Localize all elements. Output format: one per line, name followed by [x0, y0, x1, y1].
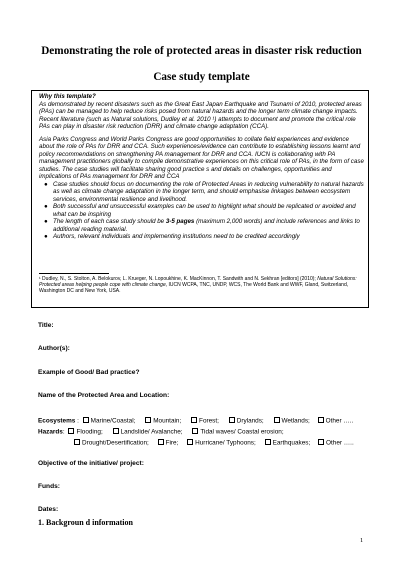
- dates-field-label: Dates:: [38, 506, 59, 513]
- template-info-box: [31, 90, 369, 308]
- authors-field-label: Author(s):: [38, 345, 70, 352]
- hazards-row-1: Hazards: Flooding; Landslide/ Avalanche; Tidal waves/ Coastal erosion;: [38, 428, 284, 436]
- checkbox-landslide-avalanche[interactable]: [113, 428, 119, 434]
- bullet-icon: ●: [44, 233, 48, 240]
- objective-field-label: Objective of the initiative/ project:: [38, 460, 144, 467]
- document-title: Demonstrating the role of protected areas in disaster risk reduction: [41, 45, 362, 57]
- bullet-icon: ●: [44, 218, 48, 225]
- list-item: ● Case studies should focus on documenting the role of Protected Areas in reducing vulnerability to natural hazards as well as climate change adaptation in the longer term, and should emphasise linkages between ecosystem services, environmental resilience and livelihood.: [44, 180, 364, 203]
- info-box-content: [39, 93, 365, 241]
- footnote: ¹ Dudley, N., S. Stolton, A. Belokurov, L. Krueger, N. Lopoukhine, K. MacKinnon, T. Sandwith and N. Sekhran [editors] (2010); Natural Solutions: Protected areas helping people cope with climate change, IUCN WCPA, TNC, UNDP, WCS, The World Bank and WWF, Gland, Switzerland, Washington DC and New York, USA.: [39, 276, 357, 294]
- protected-area-field-label: Name of the Protected Area and Location:: [38, 392, 170, 399]
- info-paragraph-1: As demonstrated by recent disasters such as the Great East Japan Earthquake and Tsunami of 2010, protected areas (PAs) can be managed to help reduce risks posed from natural hazards and the longer term climate change impacts. Recent literature (such as Natural solutions, Dudley et al. 2010 ¹) attempts to document and promote the critical role PAs can play in disaster risk reduction (DRR) and climate change adaptation (CCA).: [39, 100, 362, 130]
- bullet-icon: ●: [44, 203, 48, 210]
- checkbox-earthquakes[interactable]: [265, 439, 271, 445]
- checkbox-hurricane[interactable]: [187, 439, 193, 445]
- list-item: ● Both successful and unsuccessful examples can be used to highlight what should be replicated or avoided and what can be inspiring: [44, 203, 356, 218]
- checkbox-marine-coastal[interactable]: [83, 417, 89, 423]
- checkbox-other-ecosystem[interactable]: [318, 417, 324, 423]
- checkbox-wetlands[interactable]: [274, 417, 280, 423]
- practice-field-label: Example of Good/ Bad practice?: [38, 369, 140, 376]
- document-subtitle: Case study template: [153, 71, 250, 83]
- hazards-label: Hazards: [38, 428, 63, 436]
- checkbox-drought[interactable]: [74, 439, 80, 445]
- list-item: ● The length of each case study should be 3-5 pages (maximum 2,000 words) and include references and links to additional reading material.: [44, 218, 360, 233]
- title-field-label: Title:: [38, 322, 54, 329]
- checkbox-fire[interactable]: [158, 439, 164, 445]
- page-number: 1: [360, 537, 364, 544]
- info-paragraph-2: Asia Parks Congress and World Parks Congress are good opportunities to collate field experiences and evidence about the role of PAs for DRR and CCA. Such experiences/evidence can contribute to establishing lessons learnt and policy recommendations on strengthening PA management for DRR and CCA. IUCN is collaborating with PA management practitioners globally to compile demonstrative experiences on this critical role of PAs, in the form of case studies. The case studies will facilitate sharing good practice s and details on challenges, opportunities and implications of PAs management for DRR and CCA: [39, 135, 364, 180]
- checkbox-drylands[interactable]: [229, 417, 235, 423]
- guidance-list: [39, 181, 365, 241]
- checkbox-mountain[interactable]: [145, 417, 151, 423]
- list-item: ● Authors, relevant individuals and implementing institutions need to be credited accordingly: [44, 233, 300, 240]
- hazards-row-2: Drought/Desertification; Fire; Hurricane/ Typhoons; Earthquakes; Other …..: [72, 439, 354, 448]
- section-heading: 1. Backgroun d information: [38, 518, 133, 527]
- checkbox-tidal-waves[interactable]: [192, 428, 198, 434]
- bullet-icon: ●: [44, 180, 48, 188]
- checkbox-other-hazard[interactable]: [318, 439, 324, 445]
- checkbox-flooding[interactable]: [68, 428, 74, 434]
- footnote-divider: [39, 273, 109, 274]
- funds-field-label: Funds:: [38, 483, 60, 490]
- page-limit: 3-5 pages: [165, 218, 195, 225]
- checkbox-forest[interactable]: [191, 417, 197, 423]
- ecosystems-label: Ecosystems: [38, 417, 76, 425]
- ecosystems-row: Ecosystems : Marine/Coastal; Mountain; Forest; Drylands; Wetlands; Other …..: [38, 417, 354, 425]
- info-box-heading: Why this template?: [39, 93, 96, 100]
